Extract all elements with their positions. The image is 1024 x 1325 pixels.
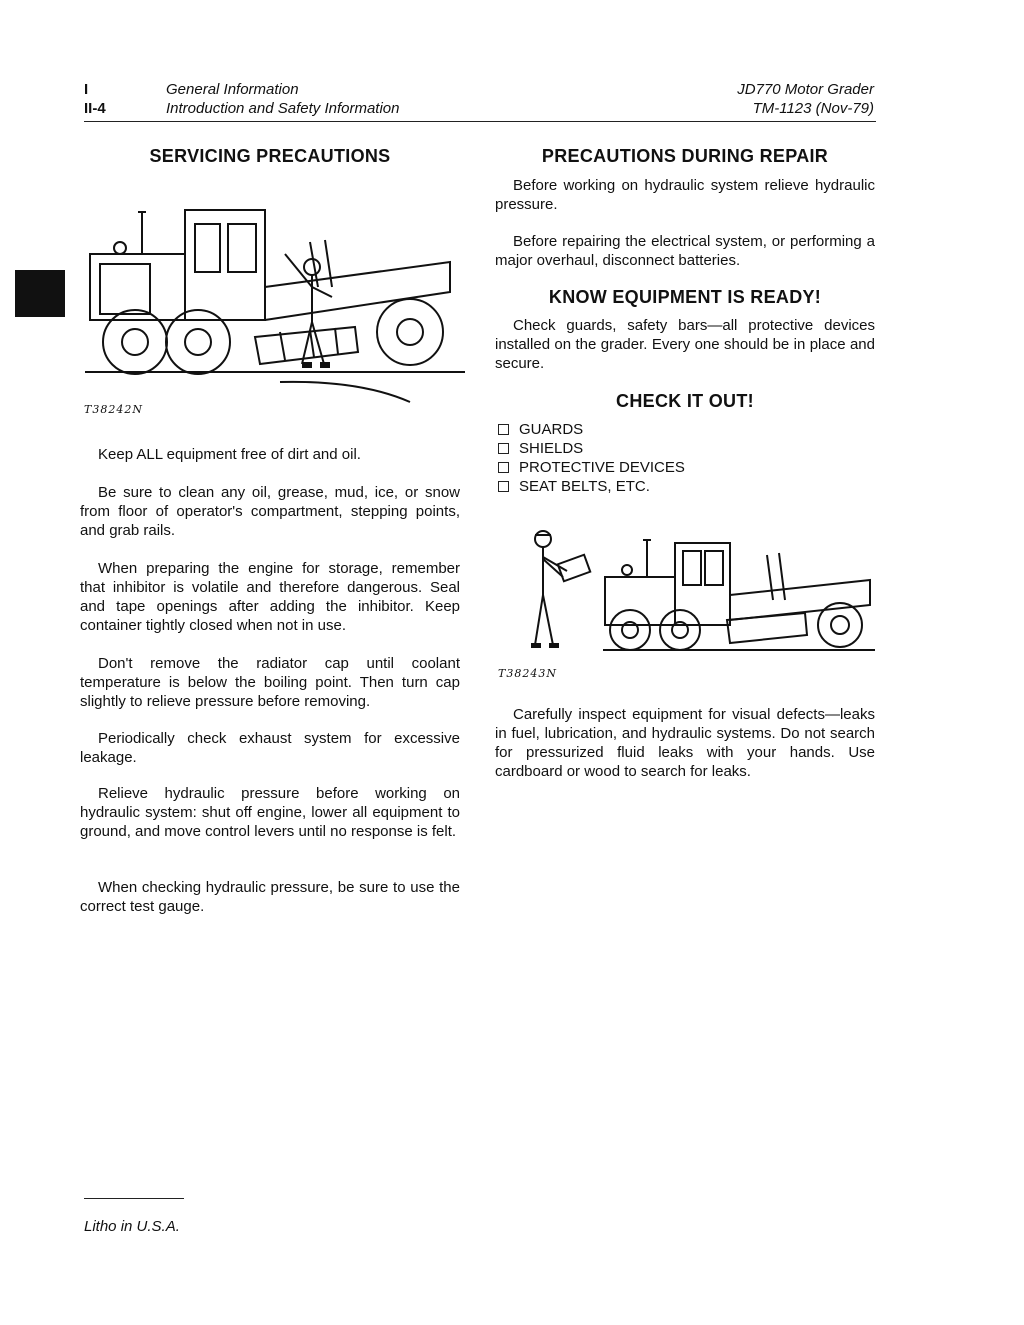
checkbox-icon bbox=[498, 462, 509, 473]
checklist-item: PROTECTIVE DEVICES bbox=[498, 458, 685, 477]
paragraph-exhaust: Periodically check exhaust system for excessive leakage. bbox=[80, 730, 460, 766]
paragraph-inspect-equipment: Carefully inspect equipment for visual defects—leaks in fuel, lubrication, and hydraulic systems. Do not search for pressurized fluid leaks with your hands. Use cardboard or wood to search for leaks. bbox=[495, 706, 875, 780]
section-code: I bbox=[84, 81, 89, 98]
page-number: II-4 bbox=[84, 100, 106, 117]
ready-heading: KNOW EQUIPMENT IS READY! bbox=[548, 287, 822, 307]
manual-model: JD770 Motor Grader bbox=[737, 81, 874, 98]
checkbox-icon bbox=[498, 443, 509, 454]
section-title: General Information bbox=[166, 81, 299, 98]
servicing-heading: SERVICING PRECAUTIONS bbox=[149, 146, 391, 166]
paragraph-test-gauge: When checking hydraulic pressure, be sure to use the correct test gauge. bbox=[80, 879, 460, 915]
subsection-title: Introduction and Safety Information bbox=[166, 100, 400, 117]
repair-heading: PRECAUTIONS DURING REPAIR bbox=[541, 146, 829, 166]
checklist-item: SEAT BELTS, ETC. bbox=[498, 477, 685, 496]
footer-rule bbox=[84, 1198, 184, 1199]
footer-text: Litho in U.S.A. bbox=[84, 1218, 180, 1235]
index-tab-mark bbox=[15, 270, 65, 317]
manual-number: TM-1123 (Nov-79) bbox=[752, 100, 874, 117]
checklist-item: GUARDS bbox=[498, 420, 685, 439]
paragraph-relieve-pressure: Relieve hydraulic pressure before working on hydraulic system: shut off engine, lower all equipment to ground, and move control levers until no response is felt. bbox=[80, 785, 460, 840]
paragraph-clean-floor: Be sure to clean any oil, grease, mud, ice, or snow from floor of operator's compartment, stepping points, and grab rails. bbox=[80, 484, 460, 539]
header-rule bbox=[84, 121, 876, 122]
paragraph-check-guards: Check guards, safety bars—all protective devices installed on the grader. Every one should be in place and secure. bbox=[495, 317, 875, 372]
paragraph-engine-storage: When preparing the engine for storage, remember that inhibitor is volatile and therefore dangerous. Seal and tape openings after adding the inhibitor. Keep container tightly closed when not in use. bbox=[80, 560, 460, 634]
figure-caption-right: T38243N bbox=[498, 667, 557, 680]
figure-caption-left: T38242N bbox=[84, 403, 143, 416]
paragraph-hydraulic-repair: Before working on hydraulic system relieve hydraulic pressure. bbox=[495, 177, 875, 213]
grader-cleaning-illustration bbox=[80, 192, 470, 406]
paragraph-keep-clean: Keep ALL equipment free of dirt and oil. bbox=[98, 446, 361, 463]
checklist-item: SHIELDS bbox=[498, 439, 685, 458]
grader-inspection-illustration bbox=[505, 525, 880, 665]
safety-checklist bbox=[498, 420, 685, 496]
check-heading: CHECK IT OUT! bbox=[616, 391, 754, 411]
paragraph-radiator-cap: Don't remove the radiator cap until coolant temperature is below the boiling point. Then turn cap slightly to relieve pressure before removing. bbox=[80, 655, 460, 710]
checkbox-icon bbox=[498, 481, 509, 492]
checkbox-icon bbox=[498, 424, 509, 435]
paragraph-disconnect-batteries: Before repairing the electrical system, or performing a major overhaul, disconnect batteries. bbox=[495, 233, 875, 269]
